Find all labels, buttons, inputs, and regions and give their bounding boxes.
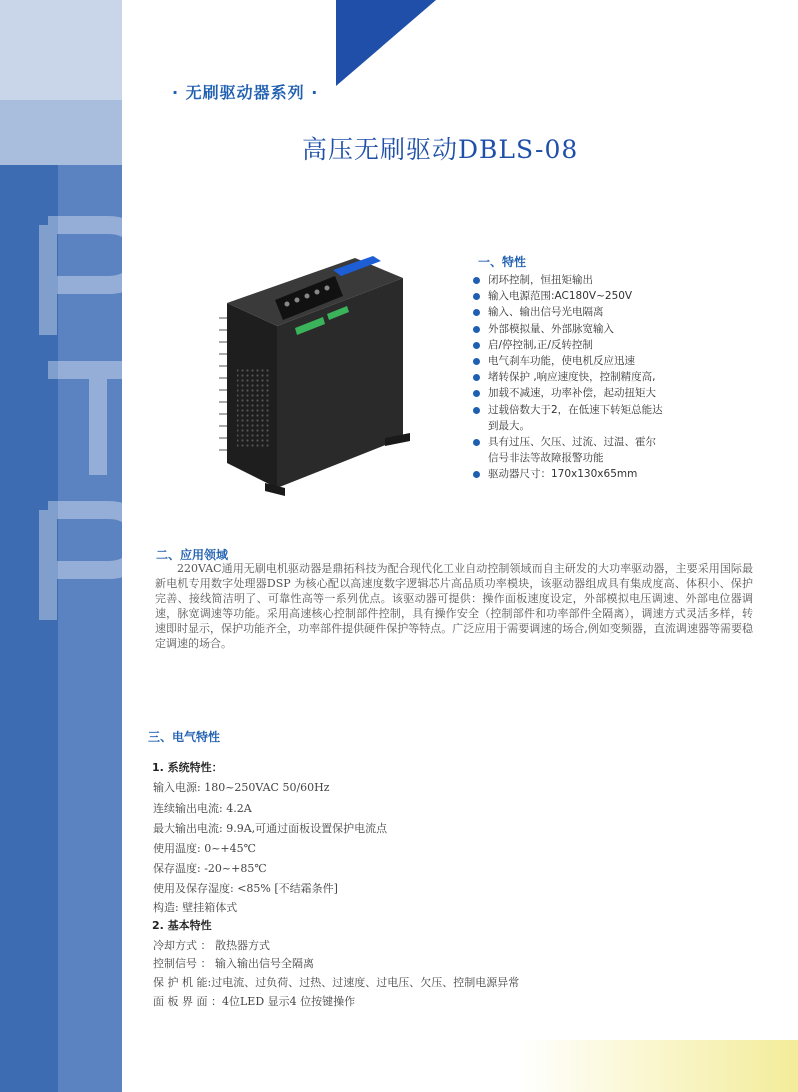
feature-text: 加载不减速，功率补偿，起动扭矩大 [488,387,656,400]
feature-text: 外部模拟量、外部脉宽输入 [488,322,614,335]
feature-item [470,434,710,450]
feature-item [470,450,710,466]
feature-text: 到最大。 [488,419,530,432]
series-label: · 无刷驱动器系列 · [172,83,319,102]
spec-line: 构造: 壁挂箱体式 [153,901,238,914]
corner-triangle-decor [336,0,436,86]
feature-item [470,402,710,418]
feature-text: 驱动器尺寸：170x130x65mm [488,468,638,481]
spec-line: 最大输出电流: 9.9A,可通过面板设置保护电流点 [153,822,388,835]
basic-spec-heading: 2. 基本特性 [152,919,212,932]
spec-line: 使用及保存湿度: <85% [不结霜条件] [153,882,338,895]
feature-text: 闭环控制，恒扭矩输出 [488,274,593,286]
feature-item [470,385,710,401]
decorative-letters-watermark [38,205,158,625]
feature-item [470,418,710,434]
bullet-icon [473,309,480,316]
bottom-gradient-decor [520,1040,798,1092]
spec-line: 使用温度: 0~+45℃ [153,842,256,855]
feature-text: 启/停控制,正/反转控制 [488,338,593,351]
product-image [215,248,415,498]
bullet-icon [473,277,480,284]
bullet-icon [473,358,480,365]
bullet-icon [473,471,480,478]
spec-line: 输入电源: 180~250VAC 50/60Hz [153,781,330,794]
features-list [470,272,710,483]
application-heading: 二、应用领域 [156,548,229,562]
bullet-icon [473,342,480,349]
bullet-icon [473,293,480,300]
feature-text: 信号非法等故障报警功能 [488,452,604,465]
bullet-icon [473,439,480,446]
spec-line: 控制信号 ： 输入输出信号全隔离 [153,957,314,970]
bullet-icon [473,374,480,381]
spec-line: 保 护 机 能:过电流、过负荷、过热、过速度、过电压、欠压、控制电源异常 [153,976,520,989]
page-title: 高压无刷驱动DBLS-08 [302,135,579,164]
feature-text: 输入电源范围:AC180V~250V [488,290,633,303]
feature-text: 堵转保护 ,响应速度快，控制精度高, [488,371,656,384]
system-spec-heading: 1. 系统特性： [152,761,223,774]
feature-item [470,288,710,304]
feature-item [470,369,710,385]
feature-item [470,272,710,288]
feature-item [470,466,710,482]
feature-text: 具有过压、欠压、过流、过温、霍尔 [488,436,656,449]
spec-line: 连续输出电流: 4.2A [153,802,252,815]
electrical-heading: 三、电气特性 [148,730,221,744]
bullet-icon [473,326,480,333]
feature-item [470,304,710,320]
feature-item [470,353,710,369]
spec-line: 保存温度: -20~+85℃ [153,862,267,875]
feature-text: 输入、输出信号光电隔离 [488,306,604,319]
feature-text: 过载倍数大于2，在低速下转矩总能达 [488,403,663,416]
bullet-icon [473,390,480,397]
feature-item [470,337,710,353]
feature-text: 电气刹车功能，使电机反应迅速 [488,355,635,368]
application-body: 220VAC通用无刷电机驱动器是鼎拓科技为配合现代化工业自动控制领域而自主研发的大功率驱动器，主要采用国际最新电机专用数字处理器DSP 为核心配以高速度数字逻辑芯片高品质功率模块，该驱动器组成具有集成度高、体积小、保护完善、接线简洁明了、可靠性高等一系列优点。该驱动器可提供：操作面板速度设定，外部模拟电压调速、外部电位器调速，脉宽调速等功能。采用高速核心控制部件控制，具有操作安全（控制部件和功率部件全隔离），调速方式灵活多样，转速即时显示，保护功能齐全，功率部件提供硬件保护等特点。广泛应用于需要调速的场合,例如变频器，直流调速器等需要稳定调速的场合。 [155,562,753,650]
bullet-icon [473,407,480,414]
features-heading: 一、特性 [478,255,527,269]
spec-line: 冷却方式 ： 散热器方式 [153,939,270,952]
spec-line: 面 板 界 面 ：4位LED 显示4 位按键操作 [153,995,356,1008]
feature-item [470,321,710,337]
